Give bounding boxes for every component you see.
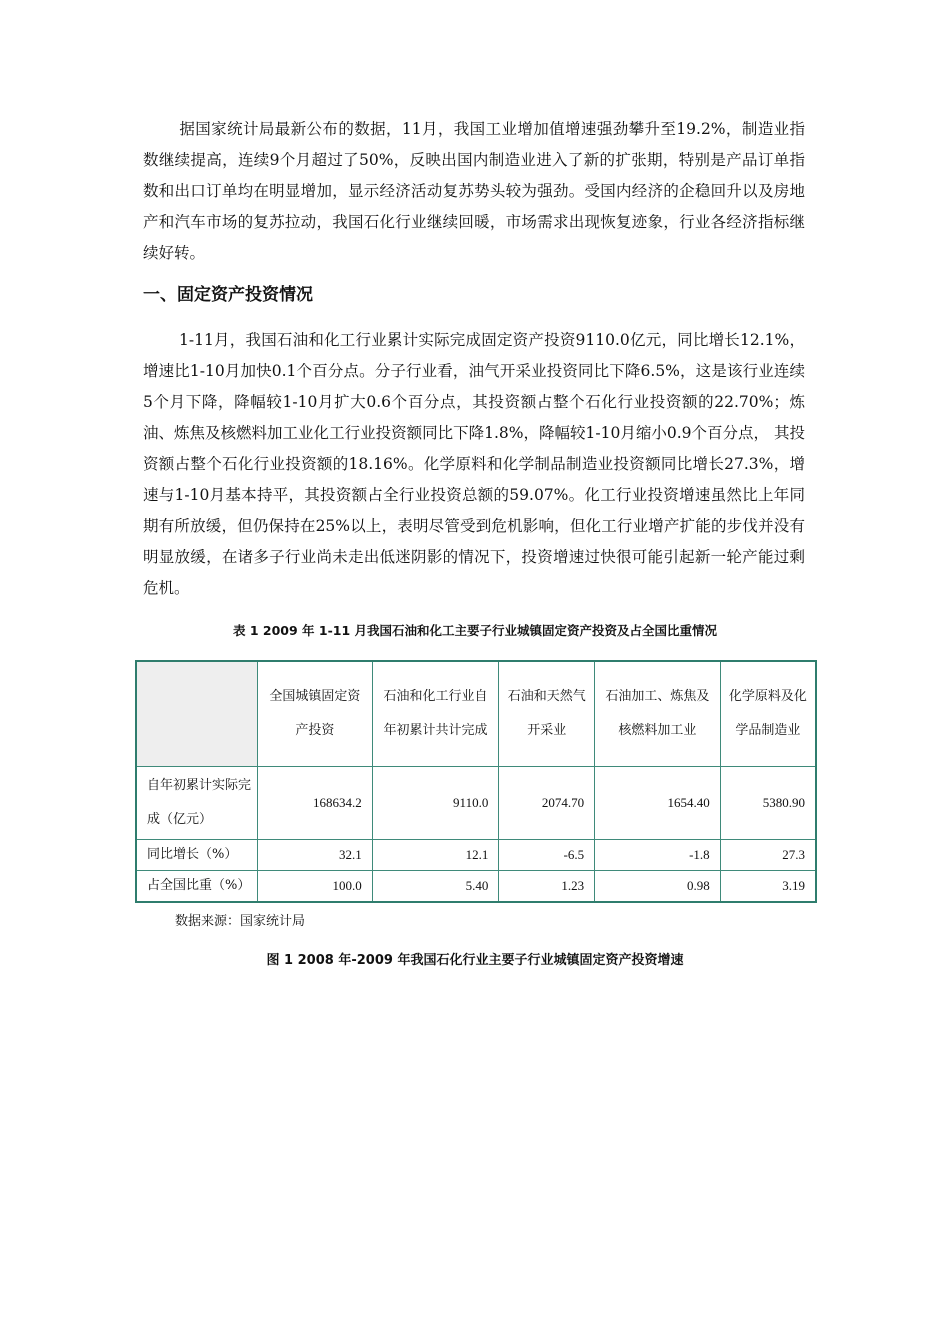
table-cell: 3.19 [720,871,816,903]
table1-caption: 表 1 2009 年 1-11 月我国石油和化工主要子行业城镇固定资产投资及占全国比重情况 [232,623,718,638]
table-cell: -1.8 [595,840,721,871]
section-heading: 一、固定资产投资情况 [143,285,313,305]
table-row [136,871,816,903]
table-row [136,767,816,840]
intro-paragraph [143,114,805,269]
table-row-label: 占全国比重（%） [136,871,258,903]
table-cell: -6.5 [499,840,595,871]
table-header-row [136,661,816,767]
table-cell: 5.40 [372,871,499,903]
figure1-caption: 图 1 2008 年-2009 年我国石化行业主要子行业城镇固定资产投资增速 [266,953,684,968]
table-cell: 100.0 [258,871,373,903]
table-cell: 2074.70 [499,767,595,840]
table-header-cell: 全国城镇固定资产投资 [258,661,373,767]
table-cell: 9110.0 [372,767,499,840]
table-header-cell: 石油加工、炼焦及核燃料加工业 [595,661,721,767]
table-header-cell: 石油和天然气开采业 [499,661,595,767]
table-cell: 1.23 [499,871,595,903]
table-cell: 1654.40 [595,767,721,840]
intro-paragraph-text: 据国家统计局最新公布的数据，11月，我国工业增加值增速强劲攀升至19.2%，制造业指数继续提高，连续9个月超过了50%，反映出国内制造业进入了新的扩张期，特别是产品订单指数和出口订单均在明显增加，显示经济活动复苏势头较为强劲。受国内经济的企稳回升以及房地产和汽车市场的复苏拉动，我国石化行业继续回暖，市场需求出现恢复迹象，行业各经济指标继续好转。 [143,120,805,262]
investment-paragraph-text: 1-11月，我国石油和化工行业累计实际完成固定资产投资9110.0亿元，同比增长12.1%，增速比1-10月加快0.1个百分点。分子行业看，油气开采业投资同比下降6.5%，这是该行业连续5个月下降，降幅较1-10月扩大0.6个百分点，其投资额占整个石化行业投资额的22.70%；炼油、炼焦及核燃料加工业化工行业投资额同比下降1.8%，降幅较1-10月缩小0.9个百分点， 其投资额占整个石化行业投资额的18.16%。化学原料和化学制品制造业投资额同比增长27.3%，增速与1-10月基本持平，其投资额占全行业投资总额的59.07%。化工行业投资增速虽然比上年同期有所放缓，但仍保持在25%以上，表明尽管受到危机影响，但化工行业增产扩能的步伐并没有明显放缓，在诸多子行业尚未走出低迷阴影的情况下，投资增速过快很可能引起新一轮产能过剩危机。 [143,331,805,597]
table-corner-cell [136,661,258,767]
table-row-label: 同比增长（%） [136,840,258,871]
table-cell: 5380.90 [720,767,816,840]
table-row-label: 自年初累计实际完成（亿元） [136,767,258,840]
table-cell: 12.1 [372,840,499,871]
table-cell: 27.3 [720,840,816,871]
table1-source: 数据来源：国家统计局 [175,914,306,929]
table-header-cell: 化学原料及化学品制造业 [720,661,816,767]
table-cell: 168634.2 [258,767,373,840]
table-row [136,840,816,871]
investment-paragraph [143,325,805,604]
investment-table [135,660,817,903]
table-cell: 0.98 [595,871,721,903]
table-header-cell: 石油和化工行业自年初累计共计完成 [372,661,499,767]
table-cell: 32.1 [258,840,373,871]
